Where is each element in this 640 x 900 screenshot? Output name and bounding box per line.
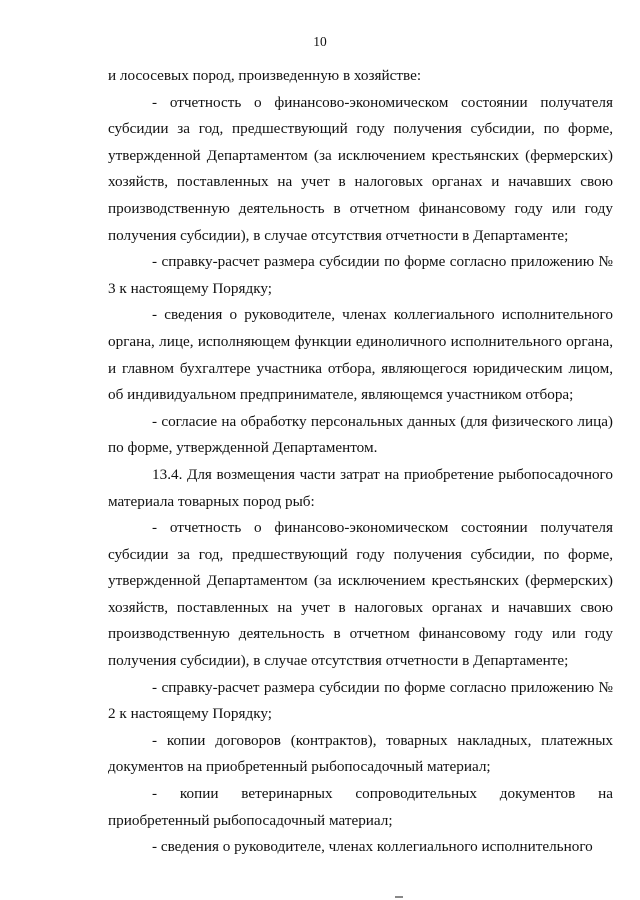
paragraph: - справку-расчет размера субсидии по форме согласно приложению № 2 к настоящему Порядку; xyxy=(108,678,613,723)
paragraph: - сведения о руководителе, членах коллегиального исполнительного органа, лице, исполняющем функции единоличного исполнительного органа, и главном бухгалтере участника отбора, являющегося юридическим лицом, об индивидуальном предпринимателе, являющемся участником отбора; xyxy=(108,306,613,404)
document-body xyxy=(108,63,613,861)
scan-artifact xyxy=(395,896,403,898)
paragraph: - копии ветеринарных сопроводительных документов на приобретенный рыбопосадочный материал; xyxy=(108,785,613,829)
paragraph: - отчетность о финансово-экономическом состоянии получателя субсидии за год, предшествующий году получения субсидии, по форме, утвержденной Департаментом (за исключением крестьянских (фермерских) хозяйств, поставленных на учет в налоговых органах и начавших свою производственную деятельность в отчетном финансовому году или году получения субсидии), в случае отсутствия отчетности в Департаменте; xyxy=(108,519,613,670)
paragraph: - сведения о руководителе, членах коллегиального исполнительного xyxy=(152,838,593,856)
paragraph: - копии договоров (контрактов), товарных накладных, платежных документов на приобретенный рыбопосадочный материал; xyxy=(108,731,613,776)
paragraph: - отчетность о финансово-экономическом состоянии получателя субсидии за год, предшествующий году получения субсидии, по форме, утвержденной Департаментом (за исключением крестьянских (фермерских) хозяйств, поставленных на учет в налоговых органах и начавших свою производственную деятельность в отчетном финансовому году или году получения субсидии), в случае отсутствия отчетности в Департаменте; xyxy=(108,93,613,244)
paragraph: - справку-расчет размера субсидии по форме согласно приложению № 3 к настоящему Порядку; xyxy=(108,253,613,297)
page-number: 10 xyxy=(313,34,327,49)
paragraph: 13.4. Для возмещения части затрат на приобретение рыбопосадочного материала товарных пород рыб: xyxy=(108,465,613,510)
paragraph: - согласие на обработку персональных данных (для физического лица) по форме, утвержденной Департаментом. xyxy=(108,412,613,457)
paragraph: и лососевых пород, произведенную в хозяйстве: xyxy=(108,67,422,84)
